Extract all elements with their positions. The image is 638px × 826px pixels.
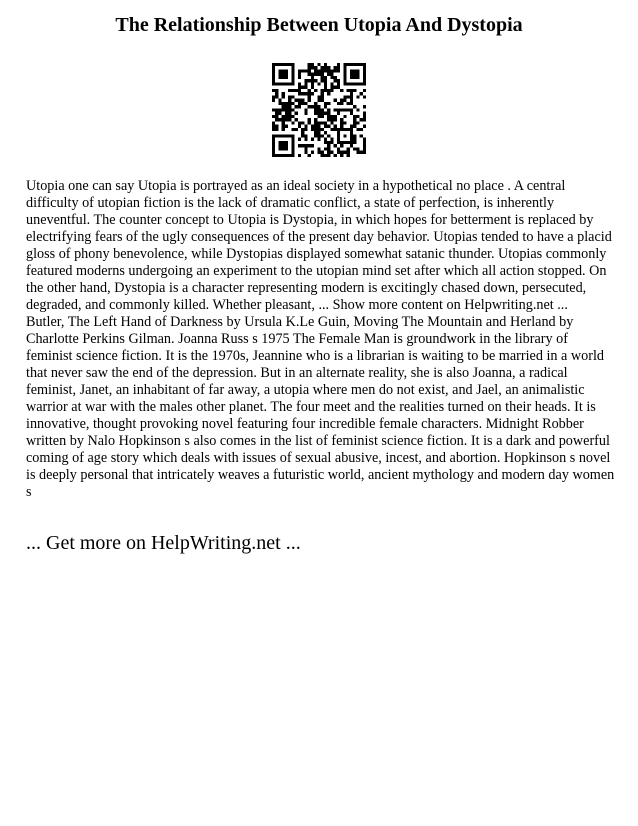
paragraph-1: Utopia one can say Utopia is portrayed as an ideal society in a hypothetical no place . A central difficulty of utopian fiction is the lack of dramatic conflict, a state of perfection, is inherently uneventful. The counter concept to Utopia is Dystopia, in which hopes for betterment is replaced by electrifying fears of the ugly consequences of the present day behavior. Utopias tended to have a placid gloss of phony benevolence, while Dystopias displayed somewhat satanic thunder. Utopias commonly featured moderns undergoing an experiment to the utopian mind set after which all action stopped. On the other hand, Dystopia is a character representing modern is excitingly chased down, persecuted, degraded, and commonly killed. Whether pleasant, ... Show more content on Helpwriting.net ... [26, 178, 612, 313]
qr-code-icon[interactable] [272, 63, 366, 157]
article-body [26, 178, 616, 501]
paragraph-2: Butler, The Left Hand of Darkness by Ursula K.Le Guin, Moving The Mountain and Herland by Charlotte Perkins Gilman. Joanna Russ s 1975 The Female Man is groundwork in the library of feminist science fiction. It is the 1970s, Jeannine who is a librarian is waiting to be married in a world that never saw the end of the depression. But in an alternate reality, she is also Joanna, a radical feminist, Janet, an inhabitant of far away, a utopia where men do not exist, and Jael, an animalistic warrior at war with the males other planet. The four meet and the realities turned on their heads. It is innovative, thought provoking novel featuring four incredible female characters. Midnight Robber written by Nalo Hopkinson s also comes in the list of feminist science fiction. It is a dark and powerful coming of age story which deals with issues of sexual abusive, incest, and abortion. Hopkinson s novel is deeply personal that intricately weaves a futuristic world, ancient mythology and modern day women s [26, 314, 615, 500]
page-title: The Relationship Between Utopia And Dystopia [115, 14, 523, 36]
get-more-link[interactable]: ... Get more on HelpWriting.net ... [26, 532, 301, 554]
qr-code-graphic [272, 63, 366, 157]
